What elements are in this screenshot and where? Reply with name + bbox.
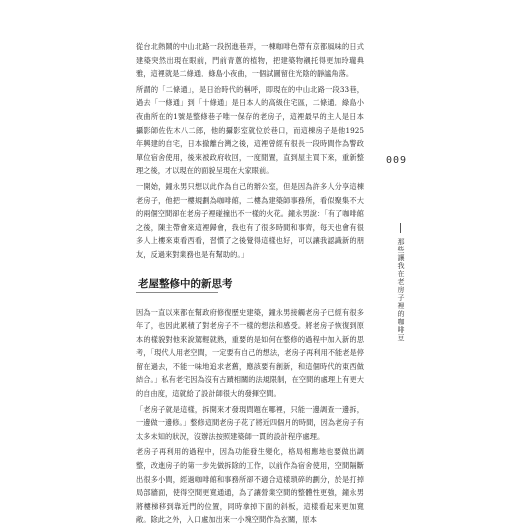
running-title-text: 那些讓我在老房子裡的咖啡豆 — [397, 238, 405, 342]
paragraph: 所謂的「二條通」，是日治時代的稱呼，即現在的中山北路一段33巷，過去「一條通」到「十條通」是日本人的高級住宅區，二條通．綠島小夜曲所在的1號是整條巷子唯一保存的老房子，這裡最早的主人是日本攝影師佐佐木八二郎，他的攝影室就位於巷口，而這棟房子是他1925年興建的自宅，日本撤離台灣之後，這裡曾經有很長一段時間作為警政單位宿舍使用，後來被政府收回，一度閒置，直到屋主買下來，重新整理之後，才以現在的面貌呈現在大家眼前。 — [136, 84, 364, 176]
page-number: 009 — [386, 155, 408, 166]
paragraph: 「老房子就是這樣，拆開來才發現問題在哪裡，只能一邊調查一邊拆，一邊做一邊修。」整修這間老房子花了將近四個月的時間，因為老房子有太多未知的狀況，沒辦法按照建築師一貫的設計程序處理。 — [136, 404, 365, 441]
paragraph: 一開始，鐘永男只想以此作為自己的辦公室，但是因為許多人分享這棟老房子，他把一樓規劃為咖啡館，二樓為建築師事務所，看似聚集不大的兩個空間卻在老房子裡碰撞出不一樣的火花。鐘永男說：「有了咖啡館之後，陳主帶會來這裡歸會，我也有了很多時間和事齊，每天也會有很多人上樓來東看西看，習慣了之後覺得這樣也好，可以讓我認識新的朋友，反過來對業務也是有幫助的。」 — [136, 181, 365, 259]
paragraph: 從台北熱鬧的中山北路一段拐進巷弄，一棟咖啡色帶有京都風味的日式建築突然出現在眼前，門前青蔥的植物，把建築物襯托得更加玲瓏典雅，這裡就是二條通．綠島小夜曲，一個試圖留住光陰的靜謐角落。 — [136, 42, 364, 79]
section-heading: 老屋整修中的新思考 — [138, 277, 233, 290]
body-text — [136, 40, 364, 529]
running-title-rule — [400, 223, 401, 233]
paragraph: 老房子再利用的過程中，因為功能發生變化，格局相應地也要做出調整，改進房子的第一步先做拆除的工作，以前作為宿舍使用，空間隔斷出很多小間，經過咖啡館和事務所卻不適合這樣瑣碎的劃分，於是打掉局部牆面，使得空間更寬通通，為了讓營業空間的整體性更強，鐘永男將樓梯移到靠近門的位置，同時拿掉下面的斜板，這樣看起來更加寬敞。除此之外，入口處加出來一小塊空間作為玄關，原本 — [136, 447, 364, 525]
heading-underline — [136, 292, 218, 293]
section-heading-block — [136, 270, 364, 306]
paragraph: 因為一直以來都在幫政府修復歷史建築，鐘永男接觸老房子已經有很多年了，也因此累積了對老房子不一樣的想法和感受。將老房子恢復到原本的樣貌對他來說駕輕就熟，重要的是如何在整修的過程中加入新的思考，「現代人用老空間，一定要有自己的想法，老房子再利用不能老是停留在過去，不能一味地追求老舊，應該要有創新，和這個時代的東西做結合。」私有老宅因為沒有古蹟相關的法規限制，在空間的處理上有更大的自由度，這就給了設計師很大的發揮空間。 — [136, 307, 365, 399]
